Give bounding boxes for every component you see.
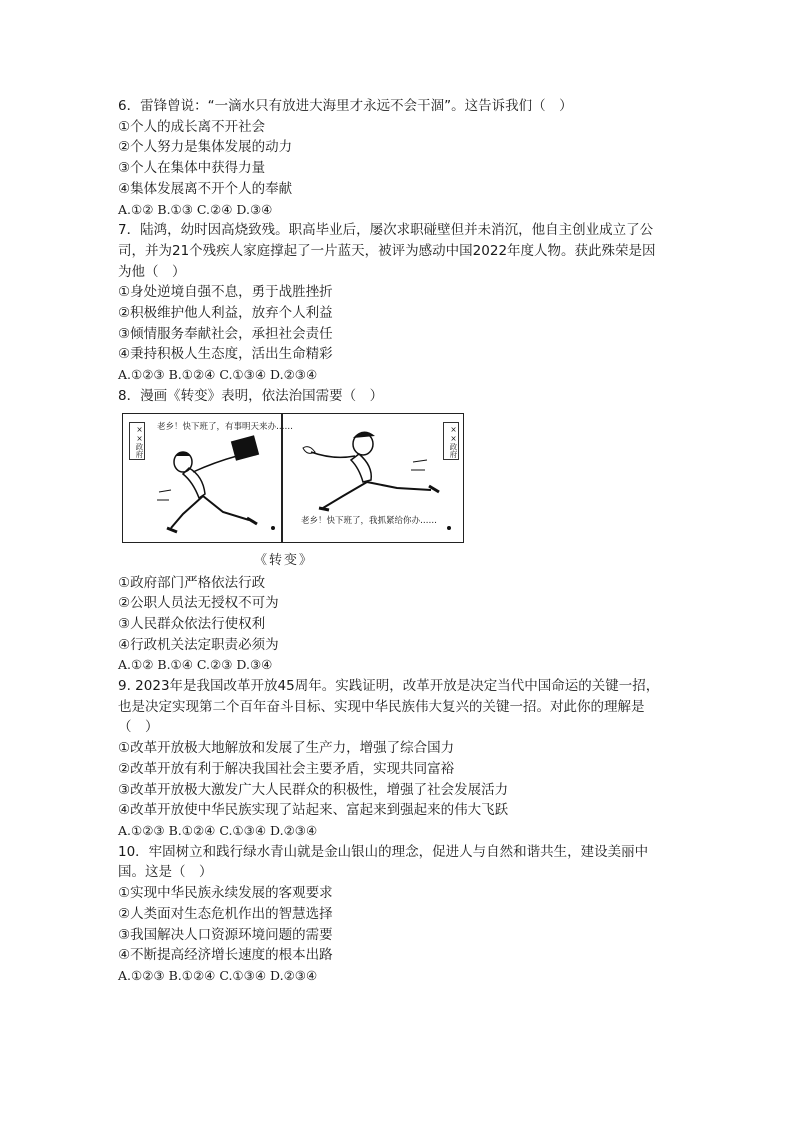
question-8-item-3: ③人民群众依法行使权利 bbox=[118, 615, 266, 632]
question-6-stem: 6．雷锋曾说：“一滴水只有放进大海里才永远不会干涸”。这告诉我们（ ） bbox=[118, 98, 573, 114]
question-8-stem: 8．漫画《转变》表明，依法治国需要（ ） bbox=[118, 387, 384, 404]
question-10-item-2: ②人类面对生态危机作出的智慧选择 bbox=[118, 905, 333, 922]
comic-left-official-figure bbox=[153, 432, 273, 540]
comic-figure bbox=[122, 413, 467, 573]
question-6-item-3: ③个人在集体中获得力量 bbox=[118, 160, 266, 177]
question-7-item-2: ②积极维护他人利益，放弃个人利益 bbox=[118, 305, 333, 322]
question-7-item-3: ③倾情服务奉献社会，承担社会责任 bbox=[118, 325, 333, 342]
question-7-stem-line-3: 为他（ ） bbox=[118, 263, 186, 280]
question-7-stem-line-2: 司，并为21个残疾人家庭撑起了一片蓝天，被评为感动中国2022年度人物。获此殊荣是因 bbox=[118, 242, 656, 259]
comic-caption: 《转变》 bbox=[254, 552, 315, 568]
question-9-stem-line-3: （ ） bbox=[118, 719, 159, 736]
question-6-options: A.①② B.①③ C.②④ D.③④ bbox=[118, 201, 273, 217]
comic-divider bbox=[281, 414, 283, 542]
question-10-stem-line-2: 国。这是（ ） bbox=[118, 864, 213, 881]
question-9-options: A.①②③ B.①②④ C.①③④ D.②③④ bbox=[118, 822, 318, 838]
comic-right-speech: 老乡！快下班了，我抓紧给你办…… bbox=[301, 515, 438, 526]
question-9-stem-line-1: 9. 2023年是我国改革开放45周年。实践证明，改革开放是决定当代中国命运的关键一招， bbox=[118, 678, 660, 695]
comic-right-official-figure bbox=[293, 422, 443, 514]
question-6-item-4: ④集体发展离不开个人的奉献 bbox=[118, 180, 293, 197]
question-6 bbox=[118, 96, 678, 220]
question-7-options: A.①②③ B.①②④ C.①③④ D.②③④ bbox=[118, 367, 318, 383]
comic-left-speech: 老乡！快下班了，有事明天来办…… bbox=[157, 421, 294, 432]
question-9-item-2: ②改革开放有利于解决我国社会主要矛盾，实现共同富裕 bbox=[118, 760, 455, 777]
question-8-item-4: ④行政机关法定职责必须为 bbox=[118, 636, 279, 653]
exam-page bbox=[118, 96, 678, 987]
comic-right-dot bbox=[447, 526, 451, 530]
question-10-item-3: ③我国解决人口资源环境问题的需要 bbox=[118, 926, 333, 943]
question-10-stem-line-1: 10．牢固树立和践行绿水青山就是金山银山的理念，促进人与自然和谐共生，建设美丽中 bbox=[118, 843, 649, 860]
question-7 bbox=[118, 220, 678, 386]
question-10 bbox=[118, 842, 678, 987]
question-8-item-1: ①政府部门严格依法行政 bbox=[118, 574, 266, 591]
question-9 bbox=[118, 676, 678, 842]
question-8 bbox=[118, 386, 678, 676]
question-7-item-1: ①身处逆境自强不息，勇于战胜挫折 bbox=[118, 284, 333, 301]
question-8-item-2: ②公职人员法无授权不可为 bbox=[118, 595, 279, 612]
question-6-item-1: ①个人的成长离不开社会 bbox=[118, 118, 266, 135]
comic-frame bbox=[122, 413, 464, 543]
question-9-item-1: ①改革开放极大地解放和发展了生产力，增强了综合国力 bbox=[118, 740, 455, 757]
comic-left-dot bbox=[271, 526, 275, 530]
question-6-item-2: ②个人努力是集体发展的动力 bbox=[118, 139, 293, 156]
question-10-options: A.①②③ B.①②④ C.①③④ D.②③④ bbox=[118, 967, 318, 983]
question-7-stem-line-1: 7．陆鸿，幼时因高烧致残。职高毕业后，屡次求职碰壁但并未消沉，他自主创业成立了公 bbox=[118, 222, 654, 239]
question-9-item-3: ③改革开放极大激发广大人民群众的积极性，增强了社会发展活力 bbox=[118, 781, 509, 798]
question-7-item-4: ④秉持积极人生态度，活出生命精彩 bbox=[118, 346, 333, 363]
question-10-item-4: ④不断提高经济增长速度的根本出路 bbox=[118, 947, 333, 964]
question-9-item-4: ④改革开放使中华民族实现了站起来、富起来到强起来的伟大飞跃 bbox=[118, 802, 509, 819]
comic-left-government-sign: ××政府 bbox=[129, 422, 145, 460]
question-10-item-1: ①实现中华民族永续发展的客观要求 bbox=[118, 885, 333, 902]
comic-right-government-sign: ××政府 bbox=[443, 422, 459, 460]
question-9-stem-line-2: 也是决定实现第二个百年奋斗目标、实现中华民族伟大复兴的关键一招。对此你的理解是 bbox=[118, 698, 645, 715]
question-8-options: A.①② B.①④ C.②③ D.③④ bbox=[118, 657, 273, 673]
